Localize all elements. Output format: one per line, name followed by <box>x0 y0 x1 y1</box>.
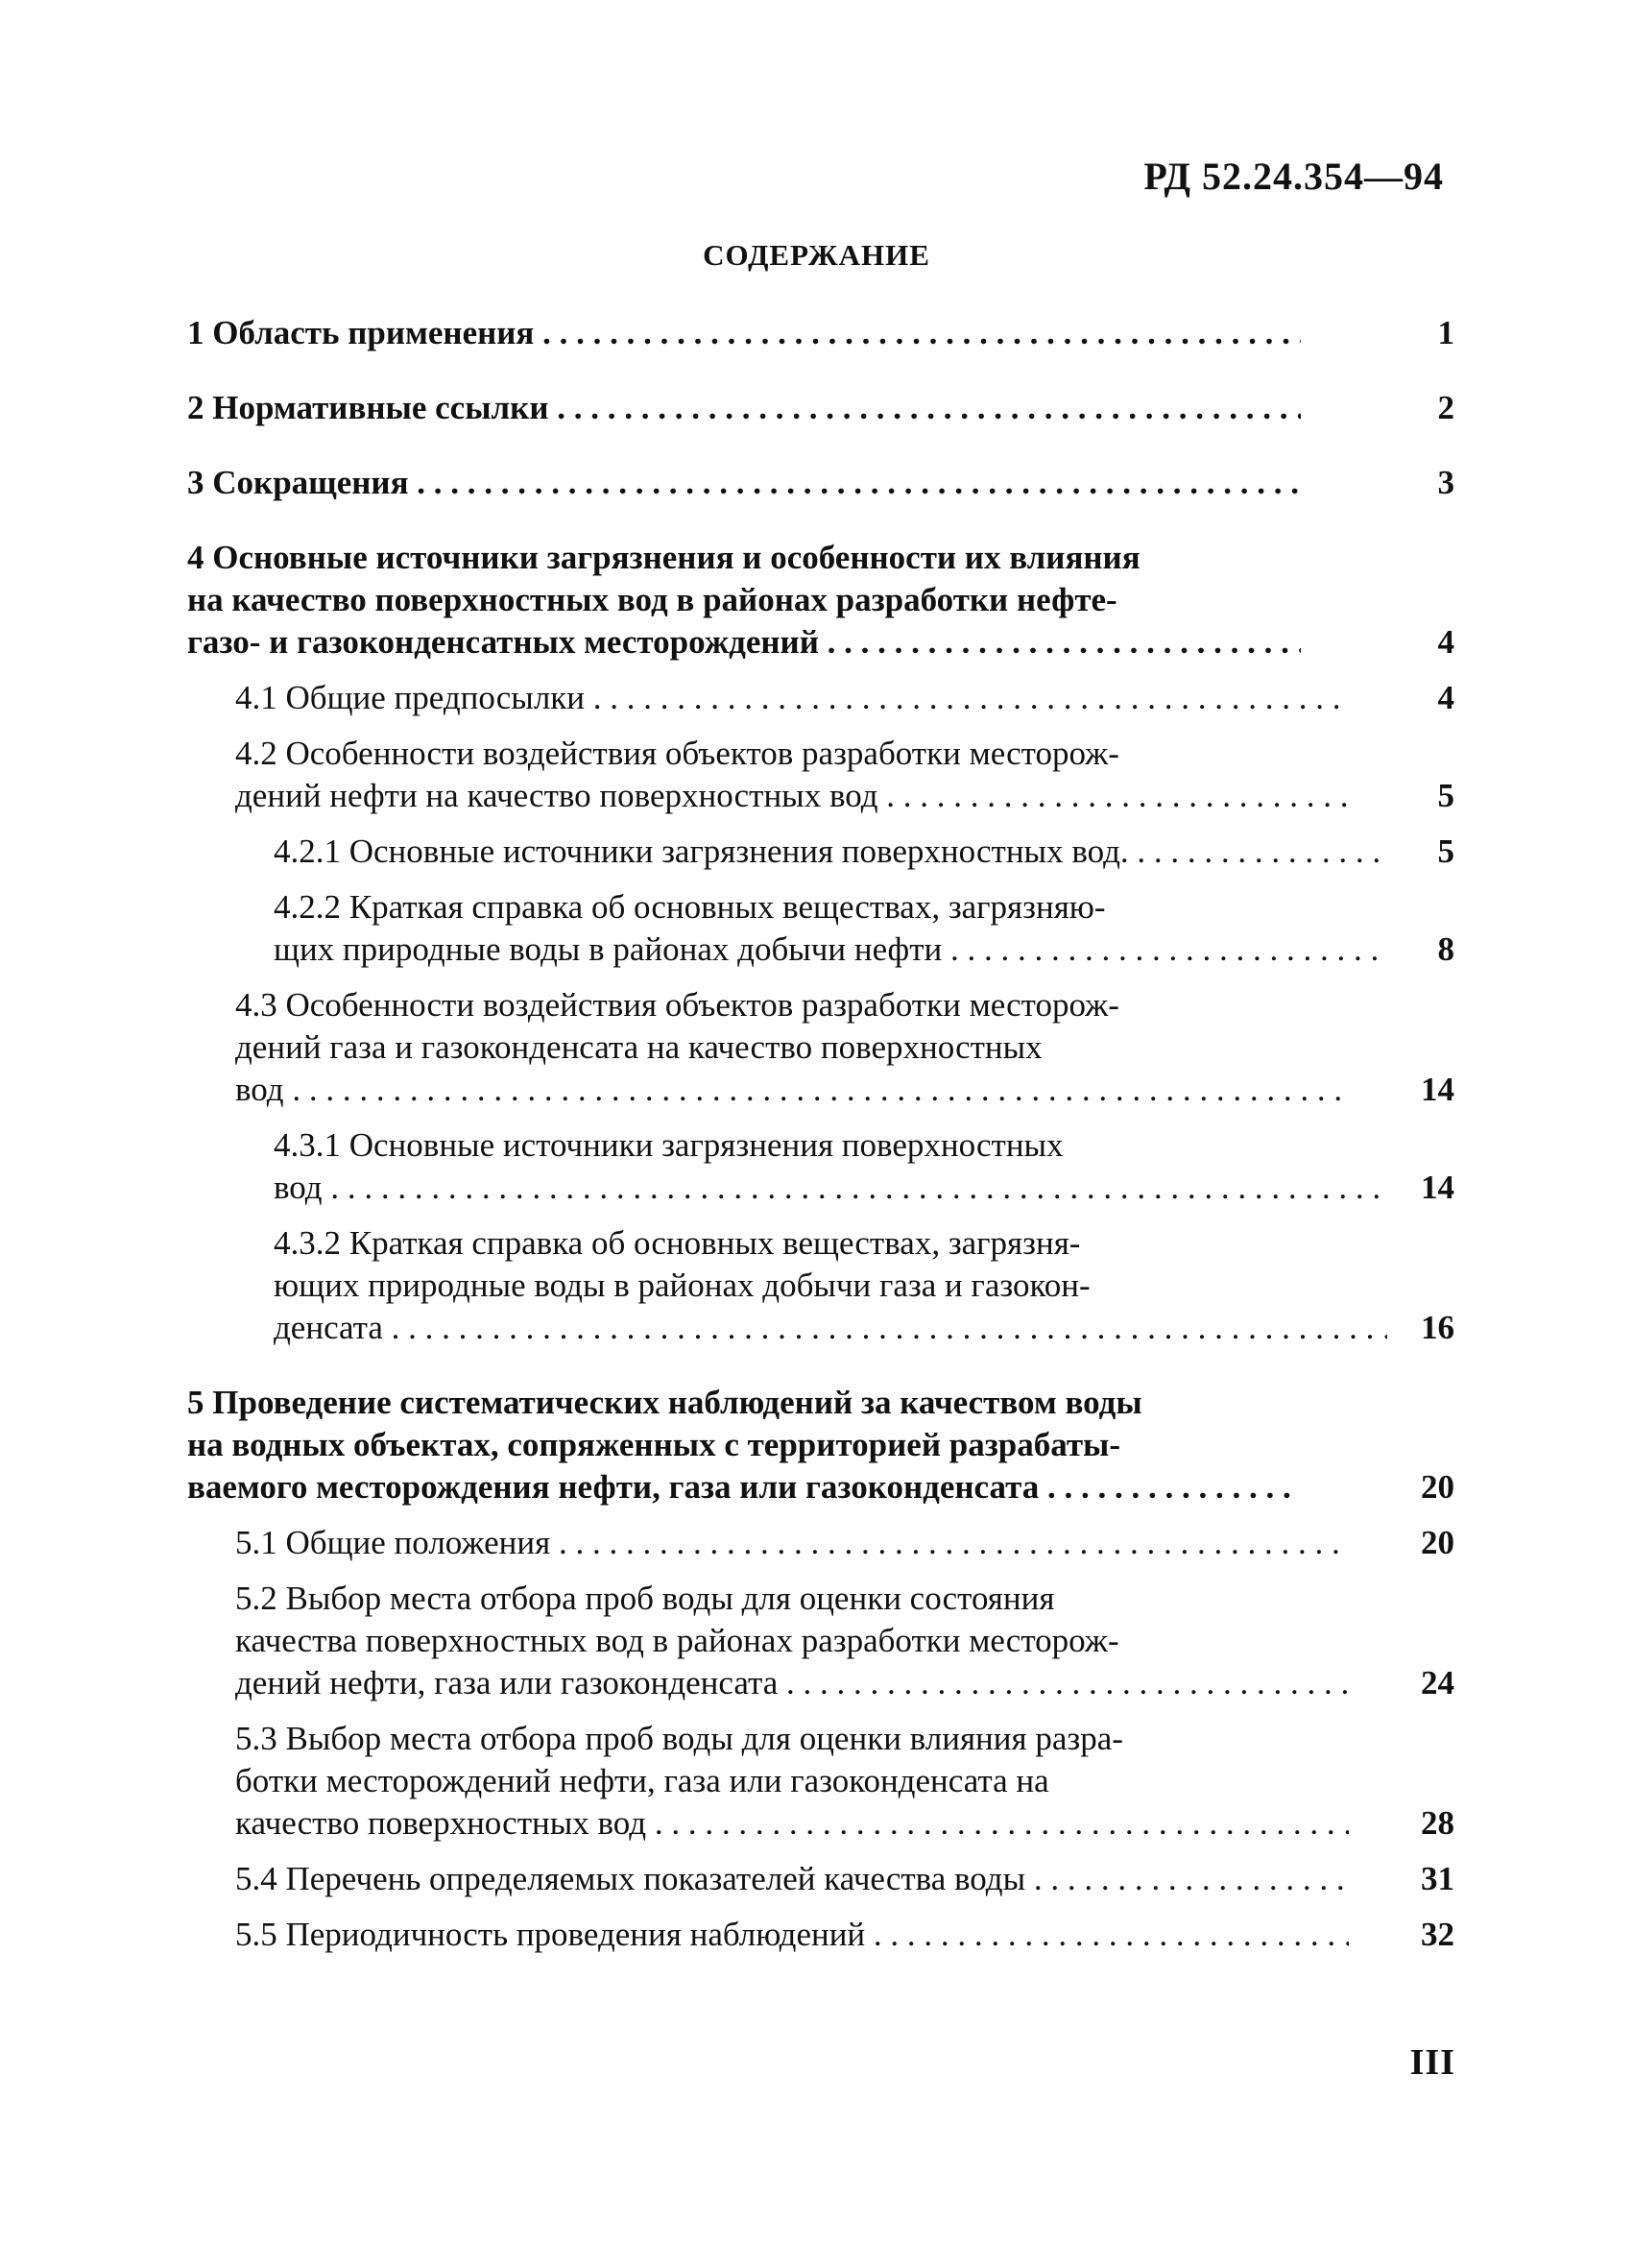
toc-entry-line: 4.3 Особенности воздействия объектов разработки месторож- <box>235 986 1119 1024</box>
toc-entry-page: 16 <box>1421 1309 1454 1346</box>
toc-entry <box>187 831 1454 873</box>
toc-entry-page: 32 <box>1421 1916 1454 1953</box>
toc-entry <box>187 1914 1454 1956</box>
toc-entry-line: дений нефти на качество поверхностных вод . . . <box>235 775 1349 817</box>
toc-entry <box>187 1858 1454 1900</box>
page-number-footer: III <box>1409 2042 1455 2083</box>
toc-entry-line: газо- и газоконденсатных месторождений . . . <box>187 621 1301 664</box>
toc-entry-line: 4.2 Особенности воздействия объектов разработки месторож- <box>235 735 1119 772</box>
toc-entry-line: 2 Нормативные ссылки . . . <box>187 387 1301 429</box>
toc-entry-line: дений нефти, газа или газоконденсата . . . <box>235 1662 1349 1704</box>
toc-entry-line: качества поверхностных вод в районах разработки месторож- <box>235 1622 1119 1659</box>
toc-entry <box>187 1522 1454 1564</box>
toc-entry-line: 3 Сокращения . . . <box>187 462 1301 504</box>
toc-entry <box>187 886 1454 971</box>
toc-entry-page: 5 <box>1437 832 1454 870</box>
toc-entry <box>187 677 1454 719</box>
toc-entry-line: 1 Область применения . . . <box>187 312 1301 354</box>
toc-entry-line: качество поверхностных вод . . . <box>235 1802 1349 1845</box>
toc-entry-title <box>187 312 1301 354</box>
toc-entry-line: 4 Основные источники загрязнения и особенности их влияния <box>187 539 1141 576</box>
toc-entry-page: 28 <box>1421 1804 1454 1842</box>
toc-entry <box>187 462 1454 504</box>
toc-entry-title <box>274 886 1387 971</box>
toc-entry-title <box>235 1718 1349 1845</box>
toc-entry-title <box>235 1858 1349 1900</box>
toc-entry-line: вод . . . <box>235 1069 1349 1111</box>
toc-title: СОДЕРЖАНИЕ <box>703 238 930 272</box>
toc-entry <box>187 387 1454 429</box>
toc-entry-page: 3 <box>1437 464 1454 501</box>
toc-entry-page: 4 <box>1437 623 1454 661</box>
toc-entry-line: вод . . . <box>274 1167 1387 1209</box>
toc-entry-page: 31 <box>1421 1860 1454 1897</box>
toc-entry-line: 4.3.2 Краткая справка об основных веществах, загрязня- <box>274 1224 1081 1262</box>
toc-entry-page: 24 <box>1421 1664 1454 1701</box>
toc-entry-line: 5.2 Выбор места отбора проб воды для оценки состояния <box>235 1580 1055 1617</box>
toc-entry-line: 5.4 Перечень определяемых показателей качества воды . . . <box>235 1858 1349 1900</box>
toc-entry-title <box>187 462 1301 504</box>
toc-entry-title <box>274 1222 1387 1349</box>
toc-entry-page: 14 <box>1421 1071 1454 1108</box>
toc-entry-line: щих природные воды в районах добычи нефти . . . <box>274 929 1387 971</box>
toc-entry-page: 4 <box>1437 679 1454 716</box>
toc-entry-title <box>235 677 1349 719</box>
toc-entry-line: на водных объектах, сопряженных с территорией разрабаты- <box>187 1426 1121 1463</box>
toc-entry-line: ботки месторождений нефти, газа или газоконденсата на <box>235 1762 1049 1799</box>
toc-entry-line: 5.1 Общие положения . . . <box>235 1522 1349 1564</box>
toc-entry <box>187 1382 1454 1508</box>
toc-entry-line: на качество поверхностных вод в районах разработки нефте- <box>187 581 1117 618</box>
toc-entry <box>187 1124 1454 1209</box>
toc-entry-line: 4.2.2 Краткая справка об основных веществах, загрязняю- <box>274 888 1106 926</box>
toc-entry <box>187 1222 1454 1349</box>
toc-entry-title <box>235 1914 1349 1956</box>
toc-entry-title <box>235 984 1349 1111</box>
toc-entry-page: 20 <box>1421 1468 1454 1506</box>
toc-entry <box>187 1578 1454 1704</box>
toc-entry-title <box>235 1522 1349 1564</box>
table-of-contents <box>187 312 1454 1969</box>
toc-entry-page: 5 <box>1437 777 1454 814</box>
toc-entry-title <box>187 387 1301 429</box>
toc-entry-page: 2 <box>1437 389 1454 426</box>
toc-entry-page: 1 <box>1437 314 1454 351</box>
toc-entry-page: 14 <box>1421 1169 1454 1206</box>
toc-entry-page: 8 <box>1437 930 1454 968</box>
toc-entry-line: 4.1 Общие предпосылки . . . <box>235 677 1349 719</box>
toc-entry-page: 20 <box>1421 1524 1454 1561</box>
toc-entry-line: 4.3.1 Основные источники загрязнения поверхностных <box>274 1126 1064 1164</box>
toc-entry-title <box>187 1382 1301 1508</box>
toc-entry <box>187 312 1454 354</box>
toc-entry-title <box>274 831 1387 873</box>
toc-entry-title <box>187 537 1301 664</box>
toc-entry-line: денсата . . . <box>274 1307 1387 1349</box>
toc-entry-line: 5.3 Выбор места отбора проб воды для оценки влияния разра- <box>235 1720 1123 1757</box>
toc-entry <box>187 1718 1454 1845</box>
toc-entry-line: ющих природные воды в районах добычи газа и газокон- <box>274 1267 1091 1304</box>
toc-entry-line: 4.2.1 Основные источники загрязнения поверхностных вод. . . . <box>274 831 1387 873</box>
toc-entry-title <box>274 1124 1387 1209</box>
toc-entry <box>187 984 1454 1111</box>
toc-entry-title <box>235 733 1349 817</box>
toc-entry <box>187 733 1454 817</box>
toc-entry-title <box>235 1578 1349 1704</box>
toc-entry-line: ваемого месторождения нефти, газа или газоконденсата . . . <box>187 1466 1301 1508</box>
toc-entry-line: 5.5 Периодичность проведения наблюдений . . . <box>235 1914 1349 1956</box>
document-code: РД 52.24.354—94 <box>1143 155 1444 198</box>
toc-entry-line: дений газа и газоконденсата на качество поверхностных <box>235 1028 1043 1066</box>
toc-entry <box>187 537 1454 664</box>
toc-entry-line: 5 Проведение систематических наблюдений за качеством воды <box>187 1384 1142 1421</box>
